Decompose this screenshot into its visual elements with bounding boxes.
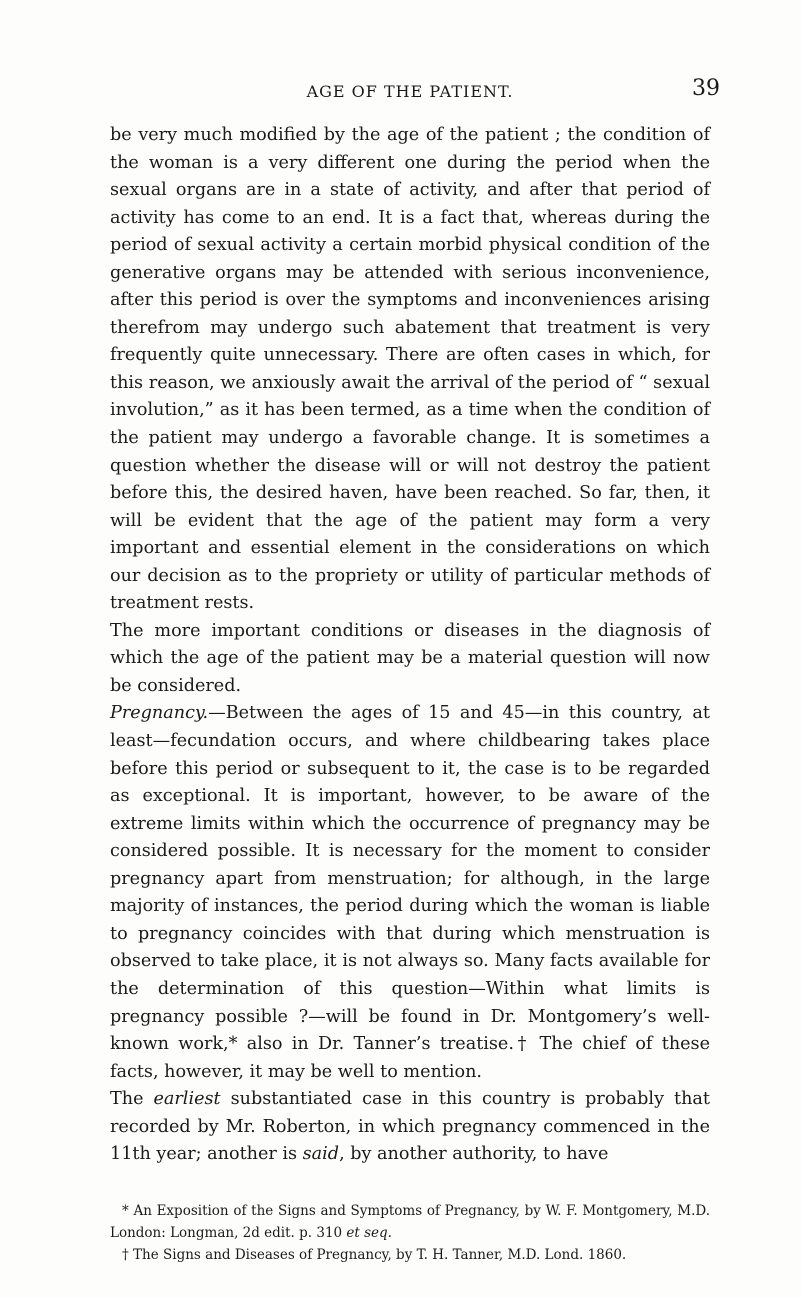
- footnote-text: The Signs and Diseases of Pregnancy, by T. H. Tanner, M.D. Lond. 1860.: [128, 1247, 627, 1263]
- running-title: AGE OF THE PATIENT.: [306, 82, 514, 101]
- footnote: [110, 1200, 710, 1244]
- section-heading-pregnancy: Pregnancy.: [110, 703, 209, 724]
- text-run: , by another authority, to have: [339, 1144, 609, 1165]
- paragraph: The more important conditions or diseases in the diagnosis of which the age of the patient may be a material question will now be considered.: [110, 620, 710, 696]
- footnotes: [110, 1200, 710, 1266]
- footnote-mark: †: [122, 1247, 129, 1263]
- paragraph-earliest: [110, 1086, 710, 1169]
- paragraph-pregnancy: [110, 700, 710, 1086]
- emphasis-earliest: earliest: [153, 1089, 221, 1110]
- footnote-mark: *: [122, 1203, 129, 1219]
- text-run: The: [110, 1089, 154, 1110]
- pregnancy-text: —Between the ages of 15 and 45—in this country, at least—fecundation occurs, and where childbearing takes place before this period or subsequent to it, the case is to be regarded as exceptional. It is important, however, to be aware of the extreme limits within which the occurrence of pregnancy may be considered possible. It is necessary for the moment to consider pregnancy apart from menstruation; for although, in the large majority of instances, the period during which the woman is liable to pregnancy coincides with that during which menstruation is observed to take place, it is not always so. Many facts available for the determination of this question—Within what limits is pregnancy possible ?—will be found in Dr. Montgomery’s well-known work,* also in Dr. Tanner’s treatise.† The chief of these facts, however, it may be well to mention.: [110, 703, 710, 1082]
- footnote-text: An Exposition of the Signs and Symptoms of Pregnancy, by W. F. Montgomery, M.D. London: Longman, 2d edit. p. 310: [110, 1203, 710, 1241]
- footnote: [110, 1244, 710, 1266]
- paragraph: be very much modified by the age of the patient ; the condition of the woman is a very different one during the period when the sexual organs are in a state of activity, and after that period of activity has come to an end. It is a fact that, whereas during the period of sexual activity a certain morbid physical condition of the generative organs may be attended with serious inconvenience, after this period is over the symptoms and inconveniences arising therefrom may undergo such abatement that treatment is very frequently quite unnecessary. There are often cases in which, for this reason, we anxiously await the arrival of the period of “ sexual involution,” as it has been termed, as a time when the condition of the patient may undergo a favorable change. It is sometimes a question whether the disease will or will not destroy the patient before this, the desired haven, have been reached. So far, then, it will be evident that the age of the patient may form a very important and essential element in the considerations on which our decision as to the propriety or utility of particular methods of treatment rests.: [110, 125, 710, 614]
- emphasis-said: said: [302, 1144, 340, 1165]
- text-run: substantiated case in this country is probably that recorded by Mr. Roberton, in which pregnancy commenced in the 11th year; another is: [110, 1089, 710, 1165]
- body-text: [110, 122, 710, 1169]
- footnote-emphasis: et seq.: [346, 1225, 392, 1241]
- page-number: 39: [692, 76, 720, 101]
- running-header: [110, 76, 720, 106]
